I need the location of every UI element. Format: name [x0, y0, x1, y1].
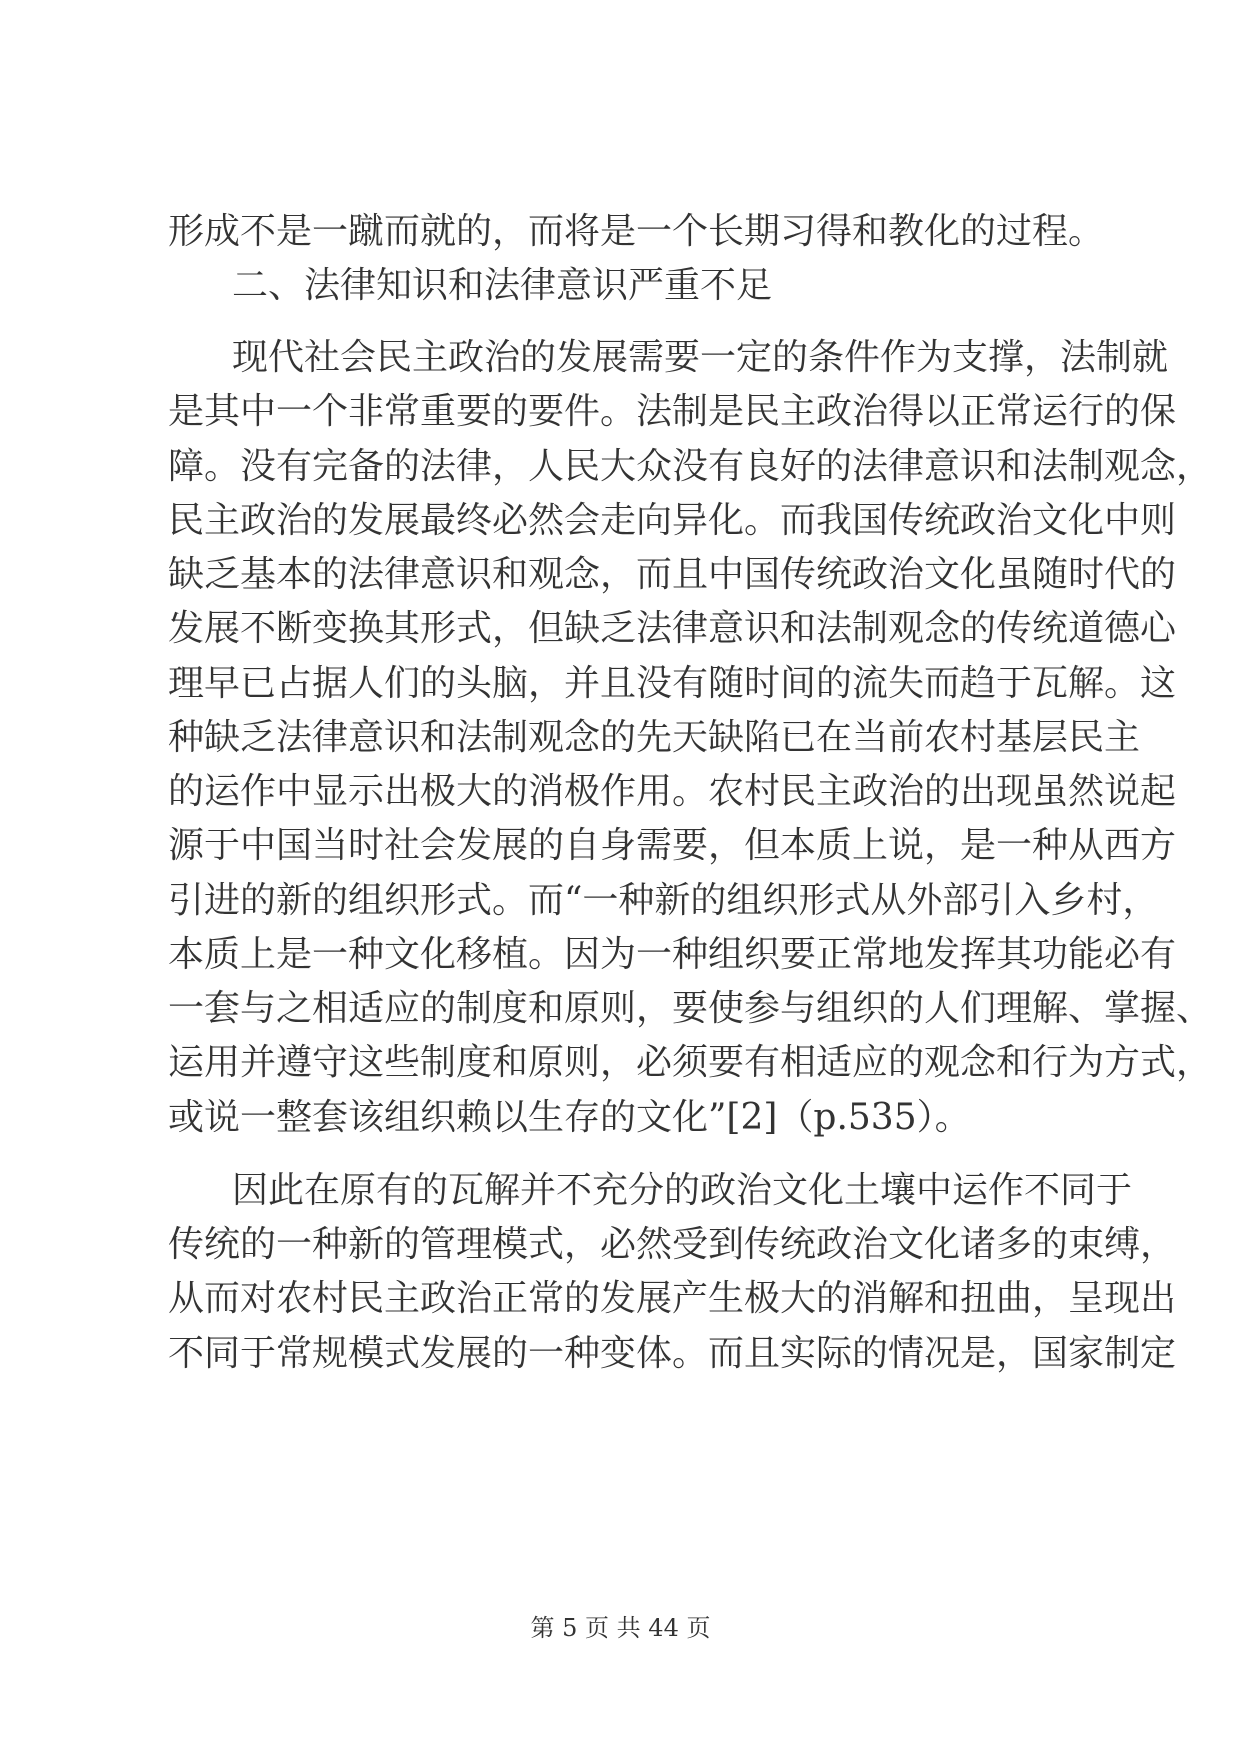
body-text-line: 本质上是一种文化移植。因为一种组织要正常地发挥其功能必有	[168, 934, 1177, 975]
section-heading: 二、法律知识和法律意识严重不足	[232, 265, 773, 306]
body-text-line: 传统的一种新的管理模式，必然受到传统政治文化诸多的束缚，	[168, 1224, 1177, 1265]
body-text-line: 运用并遵守这些制度和原则，必须要有相适应的观念和行为方式，	[168, 1042, 1213, 1083]
body-text-line: 种缺乏法律意识和法制观念的先天缺陷已在当前农村基层民主	[168, 717, 1141, 758]
body-text-line: 源于中国当时社会发展的自身需要，但本质上说，是一种从西方	[168, 825, 1177, 866]
body-text-line: 缺乏基本的法律意识和观念，而且中国传统政治文化虽随时代的	[168, 554, 1177, 595]
body-text-line: 不同于常规模式发展的一种变体。而且实际的情况是，国家制定	[168, 1333, 1177, 1374]
body-text-line: 障。没有完备的法律，人民大众没有良好的法律意识和法制观念，	[168, 446, 1213, 487]
paragraph-first-line: 现代社会民主政治的发展需要一定的条件作为支撑，法制就	[232, 337, 1169, 378]
body-text-line: 引进的新的组织形式。而“一种新的组织形式从外部引入乡村，	[168, 880, 1159, 921]
page-number-footer: 第 5 页 共 44 页	[530, 1614, 711, 1642]
body-text-line: 发展不断变换其形式，但缺乏法律意识和法制观念的传统道德心	[168, 608, 1177, 649]
body-text-line: 理早已占据人们的头脑，并且没有随时间的流失而趋于瓦解。这	[168, 663, 1177, 704]
paragraph-last-line: 或说一整套该组织赖以生存的文化”[2]（p.535）。	[168, 1097, 971, 1138]
paragraph-first-line: 因此在原有的瓦解并不充分的政治文化土壤中运作不同于	[232, 1170, 1133, 1211]
body-text-line: 的运作中显示出极大的消极作用。农村民主政治的出现虽然说起	[168, 771, 1177, 812]
body-text-line: 民主政治的发展最终必然会走向异化。而我国传统政治文化中则	[168, 500, 1177, 541]
body-text-line: 从而对农村民主政治正常的发展产生极大的消解和扭曲，呈现出	[168, 1278, 1177, 1319]
body-text-line: 一套与之相适应的制度和原则，要使参与组织的人们理解、掌握、	[168, 988, 1213, 1029]
body-text-line: 形成不是一蹴而就的，而将是一个长期习得和教化的过程。	[168, 211, 1105, 252]
body-text-line: 是其中一个非常重要的要件。法制是民主政治得以正常运行的保	[168, 391, 1177, 432]
